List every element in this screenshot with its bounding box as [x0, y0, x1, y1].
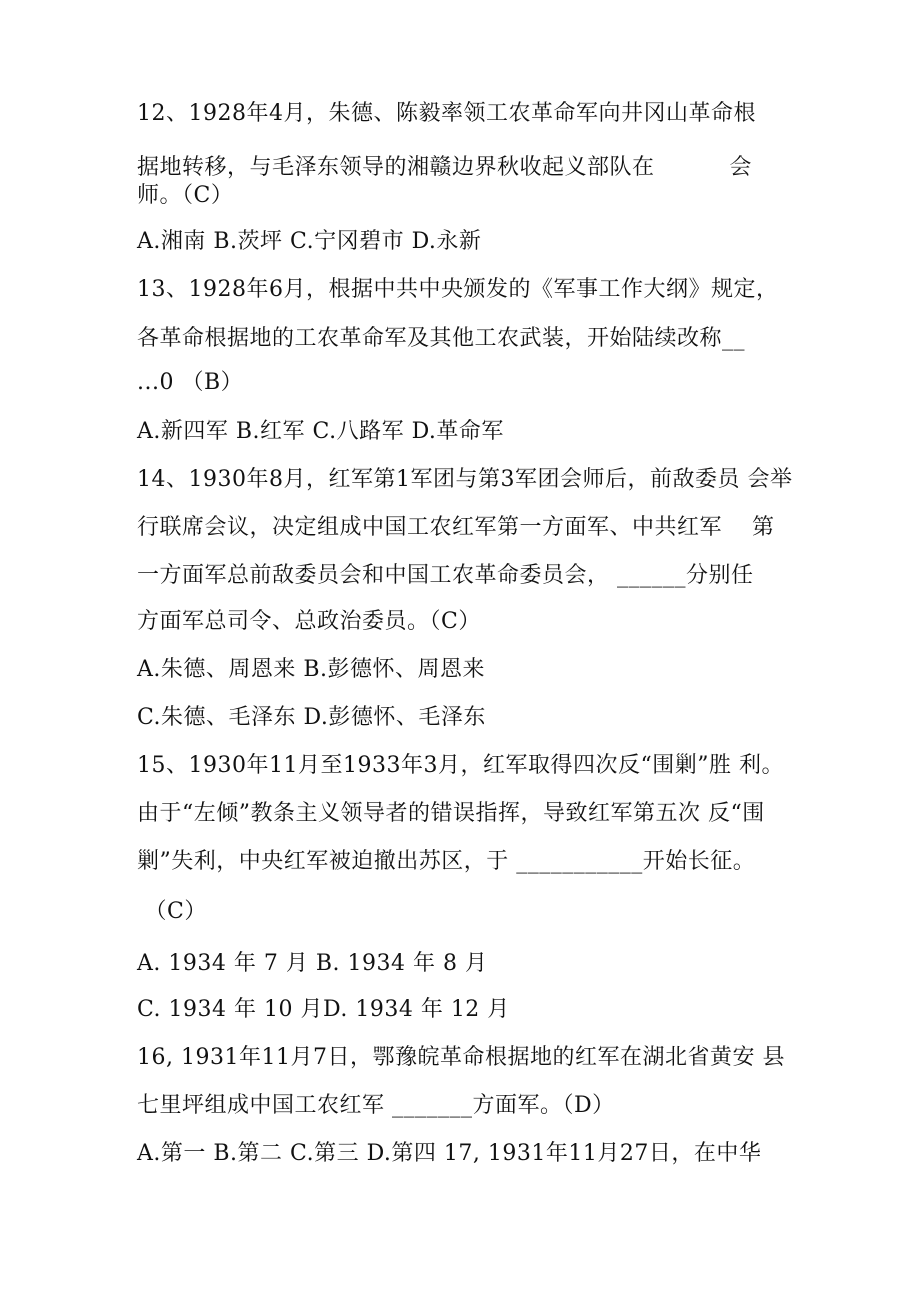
question-13-answer: ...0 （B）	[137, 370, 244, 395]
question-15-line-3: 剿”失利，中央红军被迫撤出苏区，于 ___________开始长征。	[137, 849, 756, 874]
question-13-options: A.新四军 B.红军 C.八路军 D.革命军	[137, 419, 504, 444]
question-12-options: A.湘南 B.茨坪 C.宁冈碧市 D.永新	[137, 229, 482, 254]
question-14-options-1: A.朱德、周恩来 B.彭德怀、周恩来	[137, 657, 486, 682]
question-14-line-2: 行联席会议，决定组成中国工农红军第一方面军、中共红军 第	[137, 515, 775, 540]
question-14-line-1: 14、1930年8月，红军第1军团与第3军团会师后，前敌委员 会举	[137, 467, 793, 492]
question-15-answer: （C）	[137, 899, 207, 924]
question-14-options-2: C.朱德、毛泽东 D.彭德怀、毛泽东	[137, 705, 486, 730]
question-15-options-2: C. 1934 年 10 月D. 1934 年 12 月	[137, 997, 510, 1022]
question-15-line-2: 由于“左倾”教条主义领导者的错误指挥，导致红军第五次 反“围	[137, 801, 765, 826]
question-16-line-1: 16, 1931年11月7日，鄂豫皖革命根据地的红军在湖北省黄安 县	[137, 1045, 785, 1070]
question-12-line-2: 据地转移，与毛泽东领导的湘赣边界秋收起义部队在 会	[137, 155, 752, 180]
question-15-line-1: 15、1930年11月至1933年3月，红军取得四次反“围剿”胜 利。	[137, 753, 784, 778]
question-16-line-2: 七里坪组成中国工农红军 _______方面军。（D）	[137, 1093, 615, 1118]
question-13-line-2: 各革命根据地的工农革命军及其他工农武装，开始陆续改称__	[137, 326, 746, 351]
question-13-line-1: 13、1928年6月，根据中共中央颁发的《军事工作大纲》规定，	[137, 277, 779, 302]
question-15-options-1: A. 1934 年 7 月 B. 1934 年 8 月	[137, 951, 488, 976]
question-14-line-3: 一方面军总前敌委员会和中国工农革命委员会， ______分别任	[137, 563, 754, 588]
question-12-line-1: 12、1928年4月，朱德、陈毅率领工农革命军向井冈山革命根	[137, 101, 756, 126]
question-14-line-4: 方面军总司令、总政治委员。（C）	[137, 609, 481, 634]
question-12-answer: 师。（C）	[137, 183, 234, 208]
question-16-options: A.第一 B.第二 C.第三 D.第四 17, 1931年11月27日，在中华	[137, 1141, 762, 1166]
